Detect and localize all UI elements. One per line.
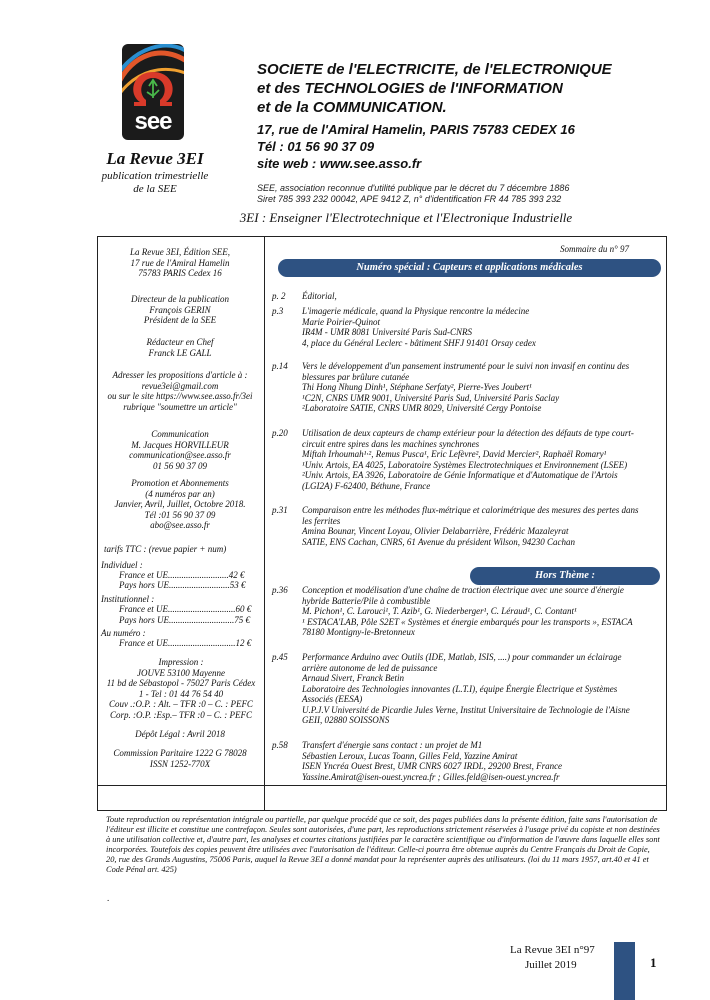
impression-line: Couv .:O.P. : Alt. – TFR :0 – C. : PEFC (109, 699, 253, 709)
org-line: et des TECHNOLOGIES de l'INFORMATION (257, 80, 563, 97)
entry-title: Transfert d'énergie sans contact : un projet de M1 (302, 740, 483, 750)
stray-dot: . (107, 893, 110, 903)
sommaire-label: Sommaire du n° 97 (560, 244, 630, 254)
entry-affiliation: ²Univ. Artois, EA 3926, Laboratoire de Génie Informatique et d'Automatique de l'Artois (302, 470, 618, 480)
editor-line: Franck LE GALL (148, 347, 212, 358)
communication-line: Communication (151, 429, 209, 439)
edition-block (100, 247, 260, 279)
edition-line: La Revue 3EI, Édition SEE, (130, 247, 230, 257)
tagline: 3EI : Enseigner l'Electrotechnique et l'Electronique Industrielle (239, 210, 573, 225)
communication-line: M. Jacques HORVILLEUR (131, 439, 229, 450)
entry-page: p.20 (272, 428, 288, 438)
entry-authors: Thi Hong Nhung Dinh¹, Stéphane Serfaty², Pierre-Yves Joubert¹ (302, 382, 532, 392)
submit-line: rubrique "soumettre un article" (123, 401, 237, 412)
subtitle-line: de la SEE (133, 183, 177, 195)
entry-emails[interactable]: Yassine.Amirat@isen-ouest.yncrea.fr ; Gilles.feld@isen-ouest.yncrea.fr (302, 771, 560, 782)
revue-subtitle (88, 170, 222, 196)
promotion-line: Tél :01 56 90 37 09 (144, 509, 216, 520)
entry-authors: Arnaud Sivert, Franck Betin (302, 673, 404, 683)
toc-entry[interactable] (302, 585, 662, 638)
communication-block (100, 429, 260, 471)
entry-affiliation: Laboratoire des Technologies innovantes (L.T.I), équipe Énergie Électrique et Systèmes (302, 683, 618, 694)
impression-line: Corp. :O.P. :Esp.– TFR :0 – C. : PEFC (109, 709, 253, 720)
banner-special: Numéro spécial : Capteurs et applications médicales (278, 259, 661, 277)
issn-line: ISSN 1252-770X (149, 758, 211, 769)
org-name (257, 60, 612, 117)
entry-title: L'imagerie médicale, quand la Physique rencontre la médecine (302, 306, 530, 316)
column-divider (264, 236, 265, 810)
promotion-line: (4 numéros par an) (145, 488, 215, 499)
tarif-individuel-label: Individuel : (101, 560, 143, 570)
entry-title: Éditorial, (302, 291, 337, 301)
promotion-line: Promotion et Abonnements (131, 478, 229, 488)
entry-affiliation: SATIE, ENS Cachan, CNRS, 61 Avenue du président Wilson, 94230 Cachan (302, 536, 575, 547)
toc-entry[interactable] (302, 505, 662, 547)
footer-date: Juillet 2019 (525, 959, 577, 971)
entry-page: p.31 (272, 505, 288, 515)
entry-title: Performance Arduino avec Outils (IDE, Matlab, ISIS, ....) pour commander un éclairage (302, 652, 622, 662)
edition-line: 75783 PARIS Cedex 16 (138, 268, 222, 278)
entry-affiliation: ²Laboratoire SATIE, CNRS UMR 8029, Université Cergy Pontoise (302, 403, 542, 413)
editor-line: Rédacteur en Chef (146, 337, 214, 347)
edition-line: 17 rue de l'Amiral Hamelin (130, 257, 230, 268)
entry-page: p.45 (272, 652, 288, 662)
commission-line: Commission Paritaire 1222 G 78028 (113, 748, 247, 758)
entry-title: les ferrites (302, 515, 341, 526)
promotion-line: Janvier, Avril, Juillet, Octobre 2018. (114, 499, 246, 509)
entry-page: p. 2 (272, 291, 286, 301)
impression-block (98, 657, 264, 720)
entry-title: circuit entre spires dans les machines synchrones (302, 438, 480, 449)
revue-title: La Revue 3EI (106, 149, 204, 168)
impression-line: Impression : (158, 657, 204, 667)
legal-line: Siret 785 393 232 00042, APE 9412 Z, n° d'identification FR 44 785 393 232 (257, 194, 562, 204)
entry-page: p.36 (272, 585, 288, 595)
impression-line: 11 bd de Sébastopol - 75027 Paris Cédex (106, 678, 256, 688)
subtitle-line: publication trimestrielle (101, 170, 209, 182)
commission-block (100, 748, 260, 769)
entry-authors: M. Pichon¹, C. Larouci¹, T. Azib¹, G. Niederberger¹, C. Léraud¹, C. Contant¹ (302, 606, 577, 616)
communication-email[interactable]: communication@see.asso.fr (129, 450, 231, 460)
tarif-row: France et UE..............................12 € (119, 638, 252, 648)
impression-line: JOUVE 53100 Mayenne (137, 667, 225, 678)
legal-line: SEE, association reconnue d'utilité publique par le décret du 7 décembre 1886 (257, 183, 570, 193)
entry-page: p.14 (272, 361, 288, 371)
tarif-row: Pays hors UE...........................53 € (119, 580, 246, 590)
org-line: SOCIETE de l'ELECTRICITE, de l'ELECTRONIQUE (257, 61, 612, 78)
footer-accent-bar (614, 942, 635, 1000)
entry-title: Vers le développement d'un pansement instrumenté pour le suivi non invasif en continu des (302, 361, 630, 371)
editor-block (100, 337, 260, 358)
toc-entry[interactable] (302, 291, 662, 302)
entry-affiliation: ISEN Yncréa Ouest Brest, UMR CNRS 6027 IRDL, 29200 Brest, France (302, 761, 563, 771)
tarif-row: France et UE..............................60 € (119, 604, 252, 614)
submit-url[interactable]: ou sur le site https://www.see.asso.fr/3ei (107, 391, 253, 401)
see-logo (122, 44, 184, 140)
toc-entry[interactable] (302, 306, 662, 348)
org-legal (257, 183, 569, 205)
tarif-title: tarifs TTC : (revue papier + num) (104, 544, 227, 554)
director-line: Directeur de la publication (131, 294, 229, 304)
entry-affiliation: IR4M - UMR 8081 Université Paris Sud-CNRS (302, 327, 472, 337)
entry-title: Conception et modélisation d'une chaîne de traction électrique avec une source d'énergie (302, 585, 624, 595)
submit-line: Adresser les propositions d'article à : (112, 370, 248, 380)
entry-page: p.3 (272, 306, 284, 316)
director-line: Président de la SEE (143, 315, 217, 325)
banner-hors-theme: Hors Thème : (470, 567, 660, 585)
entry-title: arrière autonome de led de puissance (302, 662, 438, 673)
director-block (100, 294, 260, 326)
entry-affiliation: ¹ ESTACA'LAB, Pôle S2ET « Systèmes et énergie embarqués pour les transports », ESTACA (302, 616, 633, 627)
entry-affiliation: ¹Univ. Artois, EA 4025, Laboratoire Systèmes Electrotechniques et Environnement (LSEE) (302, 459, 628, 470)
submit-email[interactable]: revue3ei@gmail.com (141, 380, 219, 391)
entry-title: blessures par brûlure cutanée (302, 371, 410, 382)
entry-title: hybride Batterie/Pile à combustible (302, 595, 431, 606)
toc-entry[interactable] (302, 361, 662, 414)
entry-affiliation: ¹C2N, CNRS UMR 9001, Université Paris Sud, Université Paris Saclay (302, 392, 560, 403)
entry-affiliation: (LGI2A) F-62400, Béthune, France (302, 480, 431, 491)
entry-affiliation: 78180 Montigny-le-Bretonneux (302, 627, 415, 637)
entry-title: Utilisation de deux capteurs de champ extérieur pour la détection des défauts de type court- (302, 428, 634, 438)
entry-affiliation: U.P.J.V Université de Picardie Jules Verne, Institut Universitaire de Technologie de l'Aisne (302, 704, 630, 715)
org-phone: Tél : 01 56 90 37 09 (257, 139, 375, 154)
entry-authors: Sébastien Leroux, Lucas Toann, Gilles Feld, Yazzine Amirat (302, 750, 518, 761)
entry-authors: Amina Bounar, Vincent Loyau, Olivier Delabarrière, Frédéric Mazaleyrat (302, 526, 569, 536)
org-website[interactable]: site web : www.see.asso.fr (257, 156, 422, 171)
toc-entry[interactable] (302, 740, 662, 782)
entry-authors: Miftah Irhoumah¹·², Remus Pusca¹, Eric Lefèvre², David Mercier², Raphaël Romary¹ (302, 449, 607, 459)
communication-line: 01 56 90 37 09 (153, 460, 207, 471)
toc-entry[interactable] (302, 652, 662, 726)
omega-logo-graphic (122, 44, 184, 114)
promotion-email[interactable]: abo@see.asso.fr (150, 520, 210, 530)
impression-line: 1 - Tel : 01 44 76 54 40 (138, 688, 224, 699)
toc-entry[interactable] (302, 428, 662, 491)
entry-authors: Marie Poirier-Quinot (302, 316, 381, 327)
footer-issue: La Revue 3EI n°97 (510, 944, 595, 956)
org-address: 17, rue de l'Amiral Hamelin, PARIS 75783 CEDEX 16 (257, 122, 575, 137)
tarif-numero-label: Au numéro : (101, 628, 146, 638)
tarif-institutionnel-label: Institutionnel : (101, 594, 155, 604)
org-contact (257, 121, 575, 172)
org-line: et de la COMMUNICATION. (257, 99, 447, 116)
entry-affiliation: GEII, 02880 SOISSONS (302, 715, 390, 725)
director-line: François GERIN (149, 304, 211, 315)
tarif-row: France et UE...........................42 € (119, 570, 245, 580)
row-divider (97, 785, 666, 786)
submit-block (100, 370, 260, 412)
copyright-notice: Toute reproduction ou représentation intégrale ou partielle, par quelque procédé que ce soit, des pages publiées dans la présente édition, faite sans l'autorisation de l'éditeur est illicite et constitue une contrefaçon. Seules sont autorisées, d'une part, les reproductions strictement réservées à l'usage privé du copiste et non destinées à une utilisation collective et, d'autre part, les analyses et courtes citations justifiées par le caractère scientifique ou d'information de l'œuvre dans laquelle elles sont incorporées. Toutefois des copies peuvent être utilisées avec l'autorisation de l'éditeur. Celle-ci pourra être obtenue auprès du Centre Français du Droit de Copie, 20, rue des Grands Augustins, 75006 Paris, auquel la Revue 3EI a donné mandat pour la représenter auprès des utilisateurs. (loi du 11 mars 1957, art.40 et 41 et Code Pénal art. 425) (106, 815, 660, 874)
entry-affiliation: 4, place du Général Leclerc - bâtiment SHFJ 91401 Orsay cedex (302, 337, 536, 348)
depot-legal: Dépôt Légal : Avril 2018 (135, 729, 225, 739)
entry-page: p.58 (272, 740, 288, 750)
page-number: 1 (650, 955, 657, 970)
promotion-block (100, 478, 260, 531)
entry-title: Comparaison entre les méthodes flux-métrique et calorimétrique des mesures des pertes dans (302, 505, 639, 515)
tarif-row: Pays hors UE.............................75 € (119, 615, 250, 625)
logo-text: see (134, 108, 172, 135)
entry-affiliation: Associés (EESA) (302, 694, 363, 704)
